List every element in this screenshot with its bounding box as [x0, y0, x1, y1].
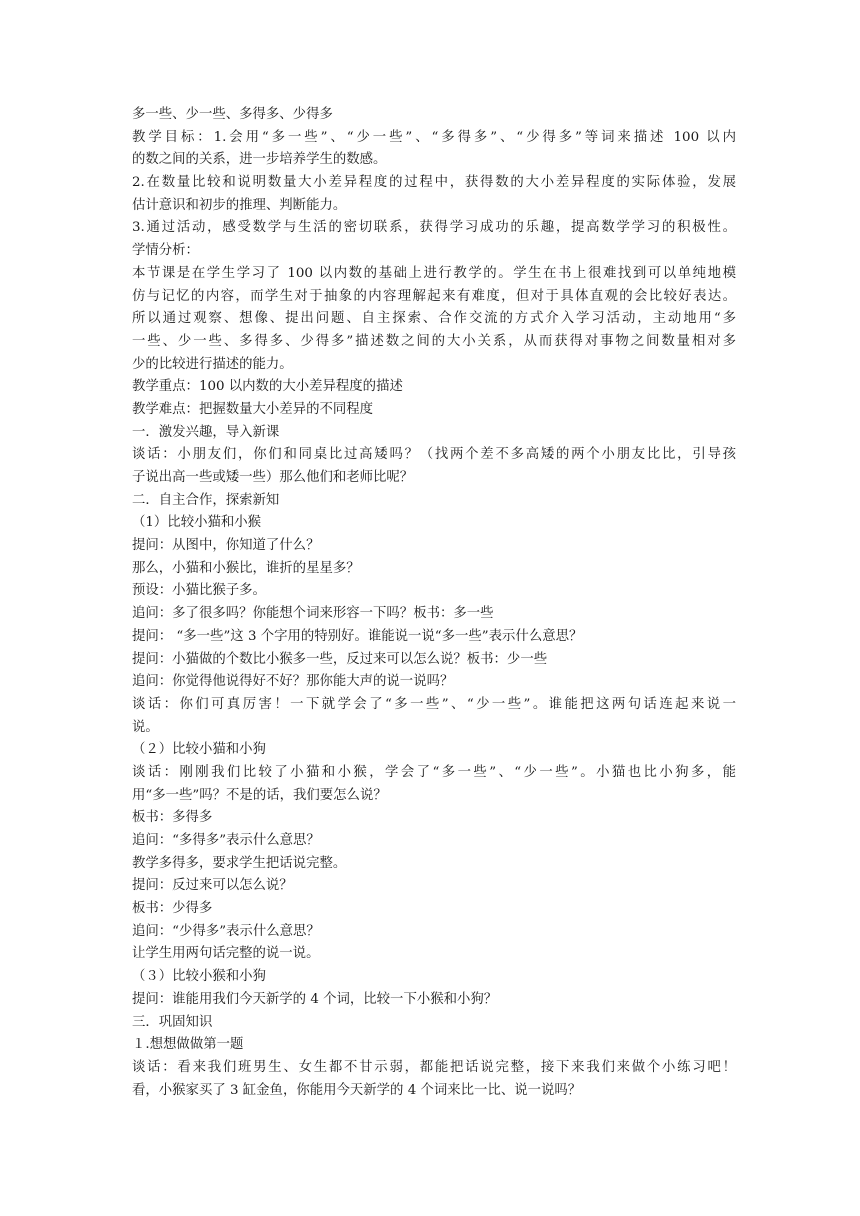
text-line: 提问：反过来可以怎么说？: [132, 878, 293, 894]
text-line: 教学重点：100 以内数的大小差异程度的描述: [132, 379, 403, 395]
text-line: 学情分析：: [132, 243, 199, 259]
text-line: 二．自主合作，探索新知: [132, 492, 280, 508]
text-line: 提问：从图中，你知道了什么？: [132, 538, 320, 554]
text-line: 本节课是在学生学习了 100 以内数的基础上进行教学的。学生在书上很难找到可以单纯地模: [132, 265, 736, 281]
text-line: 用“多一些”吗？不是的话，我们要怎么说？: [132, 787, 387, 803]
text-line: 教学难点：把握数量大小差异的不同程度: [132, 401, 374, 417]
text-line: 预设：小猫比猴子多。: [132, 583, 266, 599]
text-line: 提问：谁能用我们今天新学的 4 个词，比较一下小猴和小狗？: [132, 991, 498, 1007]
text-line: 少的比较进行描述的能力。: [132, 356, 293, 372]
text-line: （1）比较小猫和小猴: [132, 515, 262, 531]
text-line: 一些、少一些、多得多、少得多”描述数之间的大小关系，从而获得对事物之间数量相对多: [132, 333, 736, 349]
text-line: 让学生用两句话完整的说一说。: [132, 946, 320, 962]
text-line: 所以通过观察、想像、提出问题、自主探索、合作交流的方式介入学习活动，主动地用“多: [132, 311, 736, 327]
text-line: 2.在数量比较和说明数量大小差异程度的过程中，获得数的大小差异程度的实际体验，发展: [132, 175, 736, 191]
text-line: （２）比较小猫和小狗: [132, 742, 266, 758]
text-line: 板书：少得多: [132, 901, 213, 917]
text-line: 说。: [132, 719, 159, 735]
text-line: 多一些、少一些、多得多、少得多: [132, 107, 333, 122]
document-body: [132, 104, 736, 1102]
text-line: 谈话：小朋友们，你们和同桌比过高矮吗？（找两个差不多高矮的两个小朋友比比，引导孩: [132, 447, 736, 463]
text-line: （３）比较小猴和小狗: [132, 969, 266, 985]
text-line: 一．激发兴趣，导入新课: [132, 424, 280, 440]
text-line: 谈话：你们可真厉害！一下就学会了“多一些”、“少一些”。谁能把这两句话连起来说一: [132, 696, 736, 712]
text-line: 3.通过活动，感受数学与生活的密切联系，获得学习成功的乐趣，提高数学学习的积极性。: [132, 220, 736, 236]
text-line: 追问：“少得多”表示什么意思？: [132, 923, 320, 939]
text-line: 仿与记忆的内容，而学生对于抽象的内容理解起来有难度，但对于具体直观的会比较好表达。: [132, 288, 736, 304]
text-line: 估计意识和初步的推理、判断能力。: [132, 197, 347, 213]
text-line: １.想想做做第一题: [132, 1037, 244, 1053]
text-line: 提问： “多一些”这 3 个字用的特别好。谁能说一说“多一些”表示什么意思？: [132, 628, 583, 644]
text-line: 提问：小猫做的个数比小猴多一些，反过来可以怎么说？板书：少一些: [132, 651, 548, 667]
text-line: 追问：你觉得他说得好不好？那你能大声的说一说吗？: [132, 674, 454, 690]
text-line: 看，小猴家买了 3 缸金鱼，你能用今天新学的 4 个词来比一比、说一说吗？: [132, 1082, 582, 1098]
text-line: 三．巩固知识: [132, 1014, 213, 1030]
text-line: 教学目标：1.会用“多一些”、“少一些”、“多得多”、“少得多”等词来描述 100 以内: [132, 129, 736, 145]
text-line: 追问：“多得多”表示什么意思？: [132, 833, 320, 848]
text-line: 教学多得多，要求学生把话说完整。: [132, 855, 347, 871]
text-line: 的数之间的关系，进一步培养学生的数感。: [132, 152, 387, 168]
text-line: 追问：多了很多吗？你能想个词来形容一下吗？板书：多一些: [132, 606, 494, 622]
text-line: 子说出高一些或矮一些）那么他们和老师比呢？: [132, 470, 414, 485]
text-line: 谈话：刚刚我们比较了小猫和小猴，学会了“多一些”、“少一些”。小猫也比小狗多，能: [132, 764, 736, 780]
text-line: 那么，小猫和小猴比，谁折的星星多？: [132, 560, 360, 576]
text-line: 板书：多得多: [132, 810, 213, 826]
text-line: 谈话：看来我们班男生、女生都不甘示弱，都能把话说完整，接下来我们来做个小练习吧！: [132, 1059, 736, 1075]
